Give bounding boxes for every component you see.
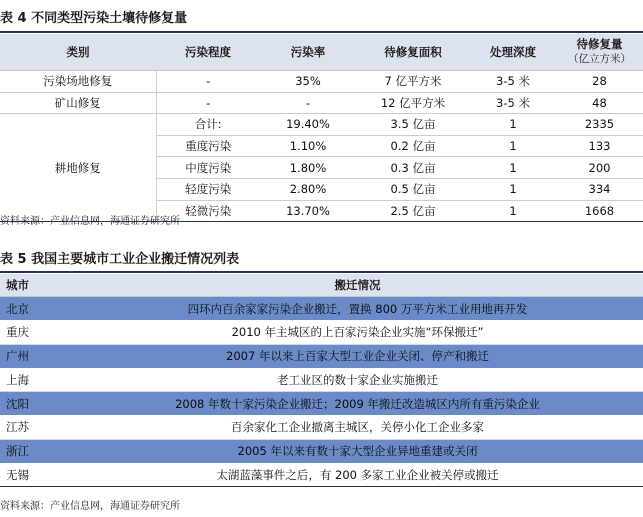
header-city: 城市 [0, 274, 72, 297]
cell-depth: 1 [470, 114, 556, 136]
table-row [0, 320, 643, 344]
cell-situation: 2010 年主城区的上百家污染企业实施“环保搬迁” [72, 320, 643, 344]
table4-top-rule [0, 31, 643, 33]
cell-situation: 老工业区的数十家企业实施搬迁 [72, 368, 643, 392]
cell-depth: 1 [470, 135, 556, 157]
cell-area: 0.3 亿亩 [356, 157, 470, 179]
cell-depth: 3-5 米 [470, 92, 556, 114]
cell-category: 矿山修复 [0, 92, 156, 114]
cell-rate: 1.80% [260, 157, 356, 179]
header-volume-line1: 待修复量 [576, 37, 623, 51]
cell-volume: 200 [556, 157, 643, 179]
cell-category-farmland: 耕地修复 [0, 114, 156, 222]
cell-degree: 重度污染 [156, 135, 260, 157]
cell-city: 广州 [0, 344, 72, 368]
cell-degree: - [156, 71, 260, 93]
header-degree: 污染程度 [156, 34, 260, 71]
cell-rate: - [260, 92, 356, 114]
cell-area: 0.5 亿亩 [356, 178, 470, 200]
header-volume-line2: （亿立方米） [568, 53, 631, 65]
cell-situation: 2007 年以来上百家大型工业企业关闭、停产和搬迁 [72, 344, 643, 368]
cell-city: 重庆 [0, 320, 72, 344]
table4-header-row [0, 34, 643, 71]
table-row [0, 114, 643, 136]
cell-volume: 48 [556, 92, 643, 114]
cell-rate: 13.70% [260, 200, 356, 222]
header-volume [556, 34, 643, 71]
table5-header-row [0, 274, 643, 297]
cell-volume: 28 [556, 71, 643, 93]
table4-source: 资料来源：产业信息网，海通证券研究所 [0, 216, 180, 227]
table5-caption: 表 5 我国主要城市工业企业搬迁情况列表 [0, 252, 240, 267]
table-row [0, 368, 643, 392]
cell-city: 浙江 [0, 439, 72, 463]
cell-area: 0.2 亿亩 [356, 135, 470, 157]
header-area: 待修复面积 [356, 34, 470, 71]
cell-situation: 太湖蓝藻事件之后，有 200 多家工业企业被关停或搬迁 [72, 463, 643, 487]
cell-category: 污染场地修复 [0, 71, 156, 93]
cell-volume: 1668 [556, 200, 643, 222]
cell-volume: 133 [556, 135, 643, 157]
cell-rate: 19.40% [260, 114, 356, 136]
table5-source: 资料来源：产业信息网，海通证券研究所 [0, 501, 180, 512]
cell-area: 3.5 亿亩 [356, 114, 470, 136]
cell-depth: 1 [470, 157, 556, 179]
table-row [0, 439, 643, 463]
cell-degree: 合计: [156, 114, 260, 136]
table4-caption: 表 4 不同类型污染土壤待修复量 [0, 11, 188, 26]
cell-city: 无锡 [0, 463, 72, 487]
cell-situation: 2005 年以来有数十家大型企业异地重建或关闭 [72, 439, 643, 463]
cell-situation: 2008 年数十家污染企业搬迁；2009 年搬迁改造城区内所有重污染企业 [72, 392, 643, 416]
cell-volume: 2335 [556, 114, 643, 136]
cell-rate: 2.80% [260, 178, 356, 200]
cell-degree: 中度污染 [156, 157, 260, 179]
cell-city: 北京 [0, 297, 72, 321]
header-category: 类别 [0, 34, 156, 71]
cell-city: 江苏 [0, 415, 72, 439]
cell-volume: 334 [556, 178, 643, 200]
table-row [0, 463, 643, 487]
cell-rate: 1.10% [260, 135, 356, 157]
table5-top-rule [0, 271, 643, 273]
table-row [0, 92, 643, 114]
cell-degree: 轻微污染 [156, 200, 260, 222]
cell-depth: 1 [470, 178, 556, 200]
cell-area: 12 亿平方米 [356, 92, 470, 114]
table4 [0, 34, 643, 222]
header-rate: 污染率 [260, 34, 356, 71]
cell-depth: 1 [470, 200, 556, 222]
cell-situation: 四环内百余家家污染企业搬迁，置换 800 万平方米工业用地再开发 [72, 297, 643, 321]
cell-situation: 百余家化工企业撤离主城区，关停小化工企业多家 [72, 415, 643, 439]
header-depth: 处理深度 [470, 34, 556, 71]
cell-area: 7 亿平方米 [356, 71, 470, 93]
cell-rate: 35% [260, 71, 356, 93]
table-row [0, 392, 643, 416]
table-row [0, 297, 643, 321]
cell-depth: 3-5 米 [470, 71, 556, 93]
cell-degree: - [156, 92, 260, 114]
cell-degree: 轻度污染 [156, 178, 260, 200]
table5 [0, 274, 643, 487]
cell-city: 沈阳 [0, 392, 72, 416]
table-row [0, 344, 643, 368]
table-row [0, 415, 643, 439]
header-situation: 搬迁情况 [72, 274, 643, 297]
cell-city: 上海 [0, 368, 72, 392]
cell-area: 2.5 亿亩 [356, 200, 470, 222]
table-row [0, 71, 643, 93]
